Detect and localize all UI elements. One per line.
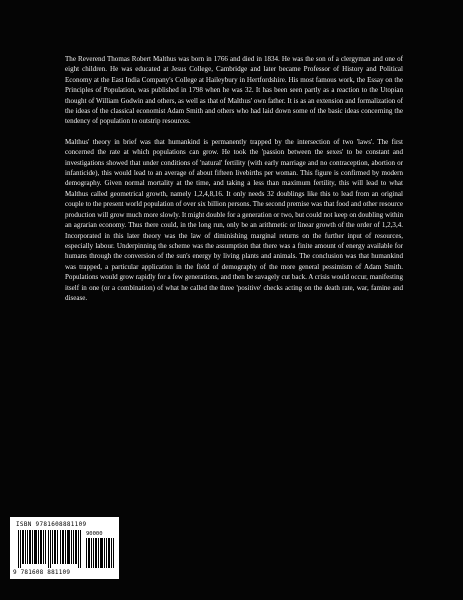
price-code: 90000 [86, 531, 103, 537]
blurb-paragraph-biography: The Reverend Thomas Robert Malthus was born in 1766 and died in 1834. He was the son of a clergyman and one of eight children. He was educated at Jesus College, Cambridge and later became Professor of History and Political Economy at the East India Company's College at Haileybury in Hertfordshire. His most famous work, the Essay on the Principles of Population, was published in 1798 when he was 32. It has been seen partly as a reaction to the Utopian thought of William Godwin and others, as well as that of Malthus' own father. It is as an extension and formalization of the ideas of the classical economist Adam Smith and others who had laid down some of the basic ideas concerning the tendency of population to outstrip resources. [65, 55, 403, 126]
back-cover-blurb [65, 54, 403, 313]
price-addon-bars [86, 538, 114, 568]
isbn-label: ISBN 9781608881109 [16, 521, 87, 528]
blurb-paragraph-theory: Malthus' theory in brief was that humankind is permanently trapped by the intersection of two 'laws'. The first concerned the rate at which populations can grow. He took the 'passion between the sexes' to be constant and investigations showed that under conditions of 'natural' fertility (with early marriage and no contraception, abortion or infanticide), this would lead to an average of about fifteen livebirths per woman. This figure is confirmed by modern demography. Given normal mortality at the time, and taking a less than maximum fertility, this will lead to what Malthus called geometrical growth, namely 1,2,4,8,16. It only needs 32 doublings like this to lead from an original couple to the present world population of over six billion persons. The second premise was that food and other resource production will grow much more slowly. It might double for a generation or two, but could not keep on doubling within an agrarian economy. Thus there could, in the long run, only be an arithmetic or linear growth of the order of 1,2,3,4. Incorporated in this later theory was the law of diminishing marginal returns on the further input of resources, especially labour. Underpinning the scheme was the assumption that there was a finite amount of energy available for humans through the conversion of the sun's energy by living plants and animals. The conclusion was that humankind was trapped, a particular application in the field of demography of the more general pessimism of Adam Smith. Populations would grow rapidly for a few generations, and then be savagely cut back. A crisis would occur, manifesting itself in one (or a combination) of what he called the three 'positive' checks acting on the death rate, war, famine and disease. [65, 137, 403, 302]
isbn-barcode [10, 517, 119, 579]
barcode-bars [18, 530, 82, 568]
barcode-digits: 9 781608 881109 [13, 569, 71, 576]
